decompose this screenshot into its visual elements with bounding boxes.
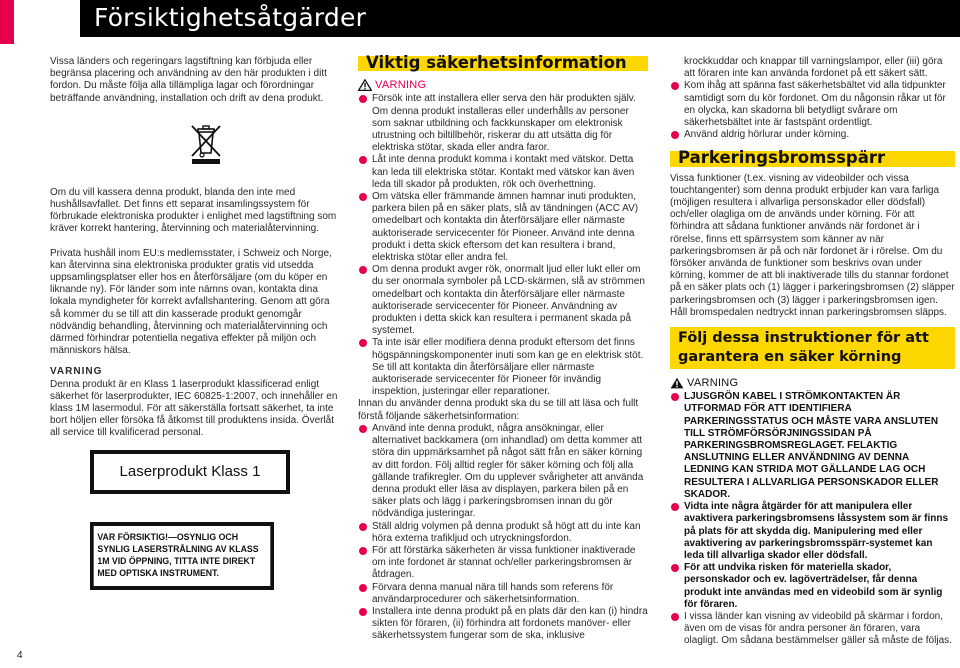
crossed-bin-icon xyxy=(189,123,223,165)
bold-warning-list xyxy=(670,391,955,611)
column-1 xyxy=(50,56,338,590)
country-list xyxy=(670,611,955,648)
list-item: LJUSGRÖN KABEL I STRÖMKONTAKTEN ÄR UTFORMAD FÖR ATT IDENTIFIERA PARKERINGSSTATUS OCH MÅSTE VARA ANSLUTEN TILL STRÖMFÖRSÖRJNINGSSIDAN PÅ PARKERINGSBROMSREGLAGET. FELAKTIG ANSLUTNING ELLER ANVÄNDNING AV DENNA LEDNING KAN STRIDA MOT GÄLLANDE LAG OCH RESULTERA I ALLVARLIGA PERSONSKADOR ELLER SKADOR. xyxy=(670,391,955,501)
warning-triangle-icon xyxy=(670,377,684,389)
list-item: Vidta inte några åtgärder för att manipulera eller avaktivera parkeringsbromsens låssystem som är finns på plats för att skydda dig. Manipulering med eller avaktivering av parkeringsbromsspärr-systemet kan leda till allvarliga skador eller dödsfall. xyxy=(670,501,955,562)
warning-list xyxy=(358,93,648,398)
parking-brake-heading: Parkeringsbromsspärr xyxy=(670,151,955,166)
page-number: 4 xyxy=(17,650,23,661)
weee-symbol xyxy=(50,123,338,165)
list-item: Kom ihåg att spänna fast säkerhetsbältet vid alla tidpunkter samtidigt som du kör fordonet. Om du någonsin råkar ut för en olycka, kan skadorna bli betydligt svårare om säkerhetsbältet inte är fastspänt ordentligt. xyxy=(670,80,955,129)
private-households-text: Privata hushåll inom EU:s medlemsstater, i Schweiz och Norge, kan återvinna sina elektroniska produkter gratis vid utsedda uppsamlingsplatser eller hos en återförsäljare (om du köper en liknande ny). För länder som inte nämns ovan, kontakta dina lokala myndigheter för korrekt avfallshantering. Genom att göra så kommer du se till att din kasserade produkt genomgår nödvändig behandling, återvinning och materialåtervinning och därmed förhindrar potentiella negativa effekter på miljön och människors hälsa. xyxy=(50,247,332,357)
column-2 xyxy=(358,53,648,643)
list-item: För att undvika risken för materiella skador, personskador och ev. lagöverträdelser, får denna produkt inte användas med en videobild som är synlig för föraren. xyxy=(670,562,955,611)
column-3 xyxy=(670,56,955,648)
list-item: Förvara denna manual nära till hands som referens för användarprocedurer och säkerhetsinformation. xyxy=(358,582,648,606)
varning-label: VARNING xyxy=(50,366,103,378)
varning-heading xyxy=(358,79,648,91)
list-item: I vissa länder kan visning av videobild på skärmar i fordon, även om de visas för andra personer än föraren, vara olagligt. Om sådana bestämmelser gäller så måste de följas. xyxy=(670,611,955,648)
parking-brake-text: Vissa funktioner (t.ex. visning av videobilder och vissa touchtangenter) som denna produkt erbjuder kan vara farliga (möjligen resultera i allvarliga personskador eller dödsfall) och/eller olagliga om de används under körning. För att förhindra att sådana funktioner används när fordonet är i rörelse, finns ett spärrsystem som känner av när parkeringsbromsen är på och när fordonet är i rörelse. Om du försöker använda de funktioner som beskrivs ovan under körning, kommer de att bli inaktiverade tills du stannar fordonet på en säker plats och (1) lägger i parkeringsbromsen (2) släpper parkeringsbromsen och (3) lägger i parkeringsbromsen igen. Håll bromspedalen nedtryckt innan parkeringsbromsen släpps. xyxy=(670,172,955,318)
intro-text: Vissa länders och regeringars lagstiftning kan förbjuda eller begränsa placering och användning av den här produkten i ditt fordon. Du måste följa alla tillämpliga lagar och förordningar beträffande användning, installation och drift av dena produkt. xyxy=(50,56,327,104)
laser-warning-label: VAR FÖRSIKTIG!—OSYNLIG OCH SYNLIG LASERSTRÅLNING AV KLASS 1M VID ÖPPNING, TITTA INTE DIREKT MED OPTISKA INSTRUMENT. xyxy=(90,522,274,590)
seatbelt-list xyxy=(670,80,955,141)
list-item: Ställ aldrig volymen på denna produkt så högt att du inte kan höra externa trafikljud och utryckningsfordon. xyxy=(358,521,648,545)
list-item: Installera inte denna produkt på en plats där den kan (i) hindra sikten för föraren, (ii) förhindra att fordonets manöver- eller säkerhetssystem fungerar som de ska, inklusive xyxy=(358,606,648,643)
continued-text: krockkuddar och knappar till varningslampor, eller (iii) göra att föraren inte kan använda fordonet på ett säkert sätt. xyxy=(684,56,943,80)
varning-heading xyxy=(670,377,955,389)
warning-triangle-icon xyxy=(358,79,372,91)
list-item: Om denna produkt avger rök, onormalt ljud eller lukt eller om du ser onormala symboler på LCD-skärmen, slå av strömmen omedelbart och kontakta din återförsäljare eller närmaste auktoriserade servicecenter för Pioneer. Användning av produkten i detta skick kan resultera i permanent skada på systemet. xyxy=(358,264,648,337)
laser-product-label-text: Laserprodukt Klass 1 xyxy=(119,462,261,480)
list-item: Använd aldrig hörlurar under körning. xyxy=(670,129,955,141)
section-tab xyxy=(0,0,14,44)
safety-list xyxy=(358,423,648,643)
safety-heading: Viktig säkerhetsinformation xyxy=(358,56,648,71)
safe-driving-heading: Följ dessa instruktioner för att garantera en säker körning xyxy=(670,327,955,369)
dispose-text: Om du vill kassera denna produkt, blanda den inte med hushållsavfallet. Det finns ett separat insamlingssystem för förbrukade elektroniska produkter i enlighet med lagstiftning som kräver korrekt hantering, återvinning och materialåtervinning. xyxy=(50,186,337,235)
title-bar xyxy=(80,0,960,37)
page-title: Försiktighetsåtgärder xyxy=(94,3,367,32)
list-item: För att förstärka säkerheten är vissa funktioner inaktiverade om inte fordonet är stannat och/eller parkeringsbromsen är åtdragen. xyxy=(358,545,648,582)
list-item: Låt inte denna produkt komma i kontakt med vätskor. Detta kan leda till elektriska stötar. Kontakt med vätskor kan även leda till skador på produkten, rök och överhettning. xyxy=(358,154,648,191)
list-item: Använd inte denna produkt, några ansökningar, eller alternativet backkamera (om inhandlad) om detta kommer att störa din uppmärksamhet på något sätt från en säker körning av ditt fordon. Följ alltid regler för säker körning och följ alla gällande trafikregler. Om du upplever svårigheter att använda denna produkt eller läsa av displayen, parkera bilen på en säker plats och lägg i parkeringsbromsen innan du gör nödvändiga justeringar. xyxy=(358,423,648,521)
laser-product-label xyxy=(90,450,290,494)
list-item: Ta inte isär eller modifiera denna produkt eftersom det finns högspänningskomponenter inuti som kan ge en elektrisk stöt. Se till att kontakta din återförsäljare eller närmaste auktoriserade servicecenter för Pioneer för invändig inspektion, justeringar eller reparationer. xyxy=(358,337,648,398)
laser-class-text: Denna produkt är en Klass 1 laserprodukt klassificerad enligt säkerhet för laserprodukter, IEC 60825-1:2007, och innehåller en klass 1M lasermodul. För att säkerställa fortsatt säkerhet, ta inte bort höljen eller försöka få åtkomst till produktens insida. Överlåt all service till kvalificerad personal. xyxy=(50,378,338,439)
list-item: Om vätska eller främmande ämnen hamnar inuti produkten, parkera bilen på en säker plats, slå av tändningen (ACC AV) omedelbart och kontakta din återförsäljare eller närmaste auktoriserade servicecenter för Pioneer. Använd inte denna produkt i detta skick eftersom det kan resultera i brand, elektriska stötar eller andra fel. xyxy=(358,191,648,264)
varning-label: VARNING xyxy=(687,377,739,390)
before-use-text: Innan du använder denna produkt ska du se till att läsa och fullt förstå följande säkerhetsinformation: xyxy=(358,398,639,422)
varning-label: VARNING xyxy=(375,79,427,92)
list-item: Försök inte att installera eller serva den här produkten själv. Om denna produkt installeras eller underhålls av personer som saknar utbildning och fackkunskaper om elektronisk utrustning och biltillbehör, riskerar du att utsätta dig för elektriska stötar, skada eller andra faror. xyxy=(358,93,648,154)
